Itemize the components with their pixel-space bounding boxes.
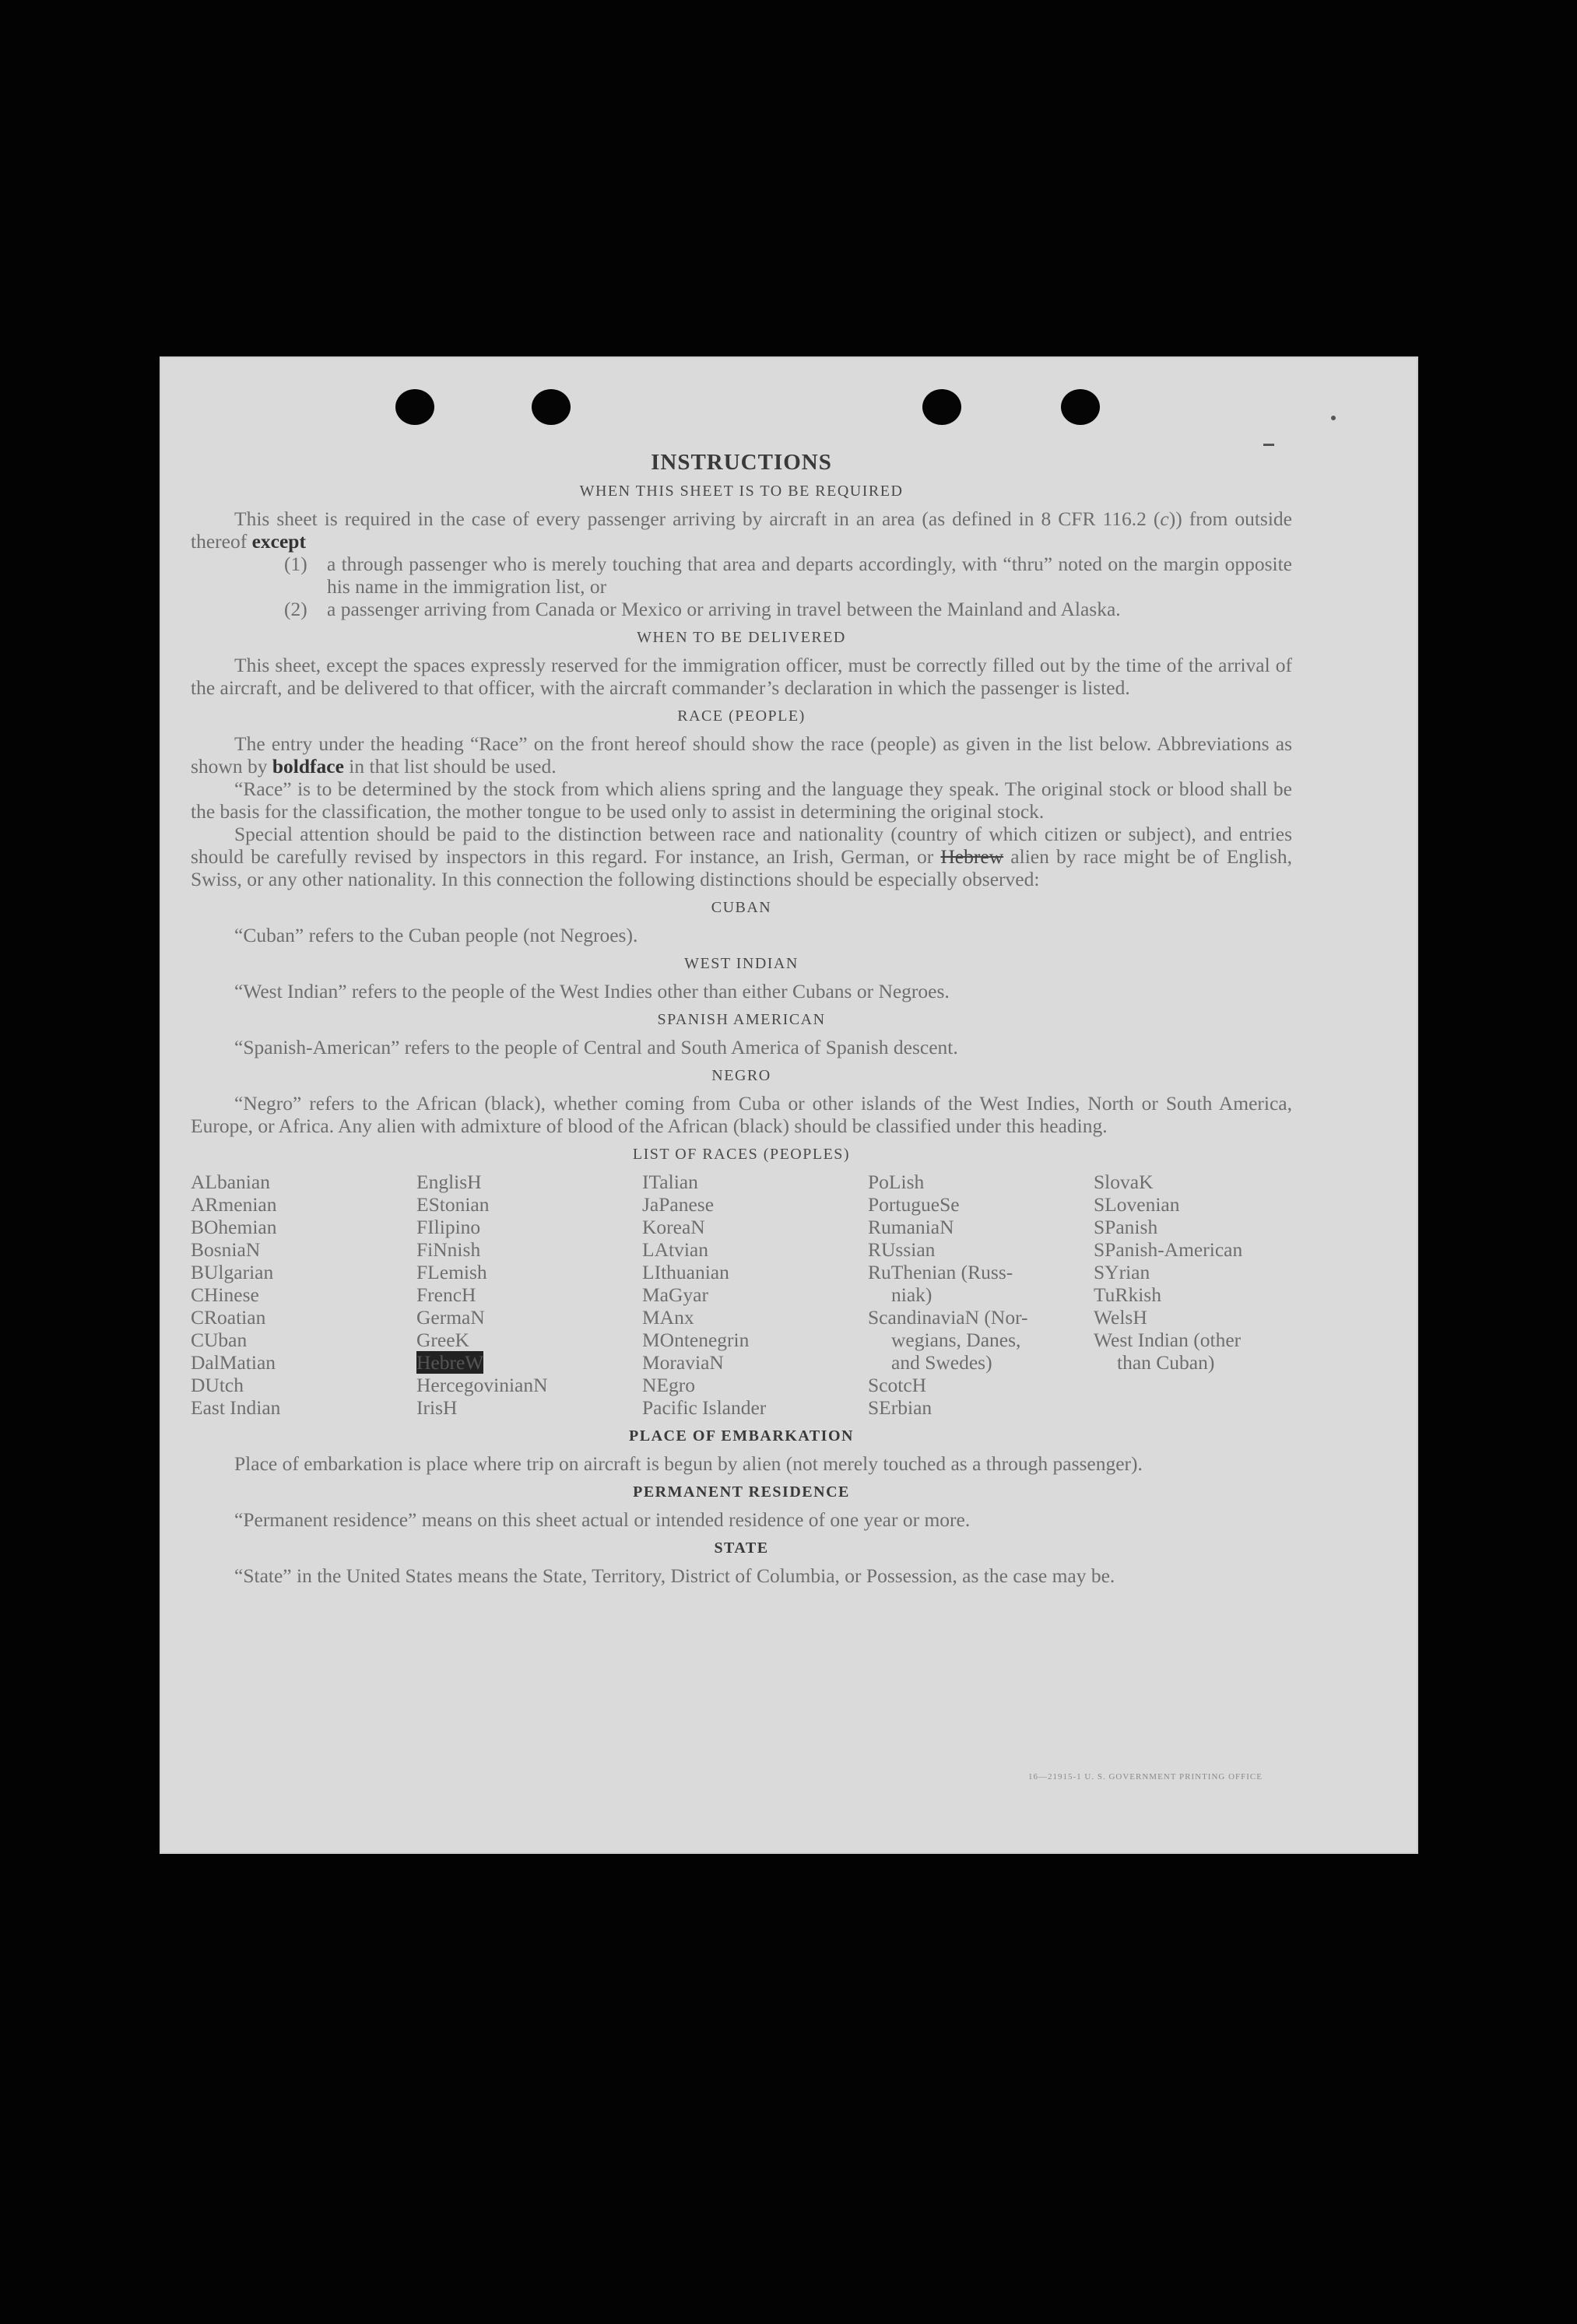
margin-mark xyxy=(1331,416,1336,420)
race-entry: DUtch xyxy=(191,1374,244,1396)
section-heading: WEST INDIAN xyxy=(684,955,799,972)
race-entry: JaPanese xyxy=(642,1193,715,1216)
struck-word: Hebrew xyxy=(940,845,1004,868)
paragraph: “State” in the United States means the State, Territory, District of Columbia, or Possession, as the case may be. xyxy=(234,1564,1115,1587)
paragraph: This sheet, except the spaces expressly reserved for the immigration officer, must be correctly filled out by the time of the arrival of the aircraft, and be delivered to that officer, with the aircraft commander’s declaration in which the passenger is listed. xyxy=(191,654,1292,699)
punch-hole xyxy=(532,389,571,425)
race-entry: ARmenian xyxy=(191,1193,277,1216)
race-entry: ScotcH xyxy=(868,1374,927,1396)
paragraph: “Permanent residence” means on this sheet actual or intended residence of one year or more. xyxy=(234,1508,971,1531)
race-entry: GermaN xyxy=(416,1306,485,1329)
race-entry: RUssian xyxy=(868,1238,936,1261)
paragraph: “West Indian” refers to the people of the West Indies other than either Cubans or Negroes. xyxy=(234,980,950,1002)
race-entry: DalMatian xyxy=(191,1351,276,1374)
punch-hole xyxy=(1061,389,1100,425)
race-entry: ALbanian xyxy=(191,1171,270,1193)
race-entry: PoLish xyxy=(868,1171,925,1193)
margin-mark xyxy=(1263,444,1274,446)
race-entry: BosniaN xyxy=(191,1238,261,1261)
punch-hole xyxy=(395,389,434,425)
paragraph: “Race” is to be determined by the stock from which aliens spring and the language they speak. The original stock or blood shall be the basis for the classification, the mother tongue to be used only to assist in determining the original stock. xyxy=(191,778,1292,823)
section-heading: STATE xyxy=(714,1539,769,1557)
race-entry: LAtvian xyxy=(642,1238,708,1261)
section-heading: CUBAN xyxy=(711,899,772,916)
races-column xyxy=(416,1171,642,1419)
list-item: (2) a passenger arriving from Canada or Mexico or arriving in travel between the Mainland and Alaska. xyxy=(284,598,1121,620)
section-heading: WHEN THIS SHEET IS TO BE REQUIRED xyxy=(579,483,904,500)
race-entry: East Indian xyxy=(191,1396,281,1419)
race-entry-struck: HebreW xyxy=(416,1351,484,1374)
race-entry: West Indian (other xyxy=(1094,1329,1242,1351)
race-entry: TuRkish xyxy=(1094,1283,1161,1306)
race-entry: RumaniaN xyxy=(868,1216,954,1238)
race-entry: SYrian xyxy=(1094,1261,1150,1283)
race-entry: MoraviaN xyxy=(642,1351,724,1374)
instructions-content xyxy=(191,451,1292,1587)
paragraph: “Negro” refers to the African (black), whether coming from Cuba or other islands of the West Indies, North or South America, Europe, or Africa. Any alien with admixture of blood of the African (black) should be classified under this heading. xyxy=(191,1092,1292,1137)
race-entry: SlovaK xyxy=(1094,1171,1154,1193)
race-entry: PortugueSe xyxy=(868,1193,960,1216)
races-column xyxy=(191,1171,416,1419)
section-heading: PERMANENT RESIDENCE xyxy=(633,1483,850,1501)
race-entry: EnglisH xyxy=(416,1171,482,1193)
races-column xyxy=(1094,1171,1300,1419)
paragraph: “Cuban” refers to the Cuban people (not Negroes). xyxy=(234,924,638,946)
section-heading: LIST OF RACES (PEOPLES) xyxy=(632,1146,851,1163)
race-entry: Pacific Islander xyxy=(642,1396,767,1419)
race-entry-continuation: niak) xyxy=(891,1283,933,1306)
race-entry: NEgro xyxy=(642,1374,695,1396)
section-heading: WHEN TO BE DELIVERED xyxy=(637,629,846,646)
race-entry: SErbian xyxy=(868,1396,933,1419)
race-entry: SPanish xyxy=(1094,1216,1158,1238)
race-entry: SPanish-American xyxy=(1094,1238,1243,1261)
race-entry: FLemish xyxy=(416,1261,487,1283)
race-entry: CHinese xyxy=(191,1283,259,1306)
race-entry-continuation: than Cuban) xyxy=(1117,1351,1215,1374)
race-entry: MaGyar xyxy=(642,1283,708,1306)
paragraph: This sheet is required in the case of every passenger arriving by aircraft in an area (as defined in 8 CFR 116.2 (c)) from outside thereof except xyxy=(191,507,1292,553)
race-entry: EStonian xyxy=(416,1193,490,1216)
race-entry: FIlipino xyxy=(416,1216,481,1238)
race-entry: GreeK xyxy=(416,1329,469,1351)
section-heading: SPANISH AMERICAN xyxy=(657,1011,826,1028)
race-entry: BUlgarian xyxy=(191,1261,274,1283)
printer-line: 16—21915-1 U. S. GOVERNMENT PRINTING OFFICE xyxy=(1027,1772,1263,1782)
section-heading: RACE (PEOPLE) xyxy=(677,707,806,725)
document-sheet xyxy=(160,356,1418,1854)
section-heading: NEGRO xyxy=(711,1067,771,1084)
race-entry: ScandinaviaN (Nor- xyxy=(868,1306,1028,1329)
paragraph: The entry under the heading “Race” on the front hereof should show the race (people) as given in the list below. Abbreviations as shown by boldface in that list should be used. xyxy=(191,732,1292,778)
paragraph: “Spanish-American” refers to the people of Central and South America of Spanish descent. xyxy=(234,1036,958,1058)
list-item: (1) a through passenger who is merely touching that area and departs accordingly, with “thru” noted on the margin opposite his name in the immigration list, or xyxy=(284,553,1292,598)
race-entry: ITalian xyxy=(642,1171,698,1193)
races-list xyxy=(191,1171,1292,1419)
section-heading: PLACE OF EMBARKATION xyxy=(629,1427,854,1445)
race-entry-continuation: wegians, Danes, xyxy=(891,1329,1021,1351)
paragraph: Special attention should be paid to the distinction between race and nationality (country of which citizen or subject), and entries should be carefully revised by inspectors in this regard. For instance, an Irish, German, or Hebrew alien by race might be of English, Swiss, or any other nationality. In this connection the following distinctions should be especially observed: xyxy=(191,823,1292,890)
races-column xyxy=(868,1171,1094,1419)
race-entry: LIthuanian xyxy=(642,1261,729,1283)
race-entry: HercegovinianN xyxy=(416,1374,548,1396)
race-entry: SLovenian xyxy=(1094,1193,1180,1216)
race-entry: MAnx xyxy=(642,1306,694,1329)
races-column xyxy=(642,1171,868,1419)
race-entry: KoreaN xyxy=(642,1216,705,1238)
race-entry: FrencH xyxy=(416,1283,476,1306)
punch-hole xyxy=(922,389,961,425)
race-entry: BOhemian xyxy=(191,1216,277,1238)
paragraph: Place of embarkation is place where trip on aircraft is begun by alien (not merely touched as a through passenger). xyxy=(234,1452,1143,1475)
race-entry: IrisH xyxy=(416,1396,458,1419)
race-entry: CUban xyxy=(191,1329,248,1351)
race-entry: RuThenian (Russ- xyxy=(868,1261,1013,1283)
page-title: INSTRUCTIONS xyxy=(651,450,832,475)
race-entry: MOntenegrin xyxy=(642,1329,750,1351)
race-entry-continuation: and Swedes) xyxy=(891,1351,992,1374)
race-entry: FiNnish xyxy=(416,1238,481,1261)
race-entry: WelsH xyxy=(1094,1306,1147,1329)
race-entry: CRoatian xyxy=(191,1306,266,1329)
